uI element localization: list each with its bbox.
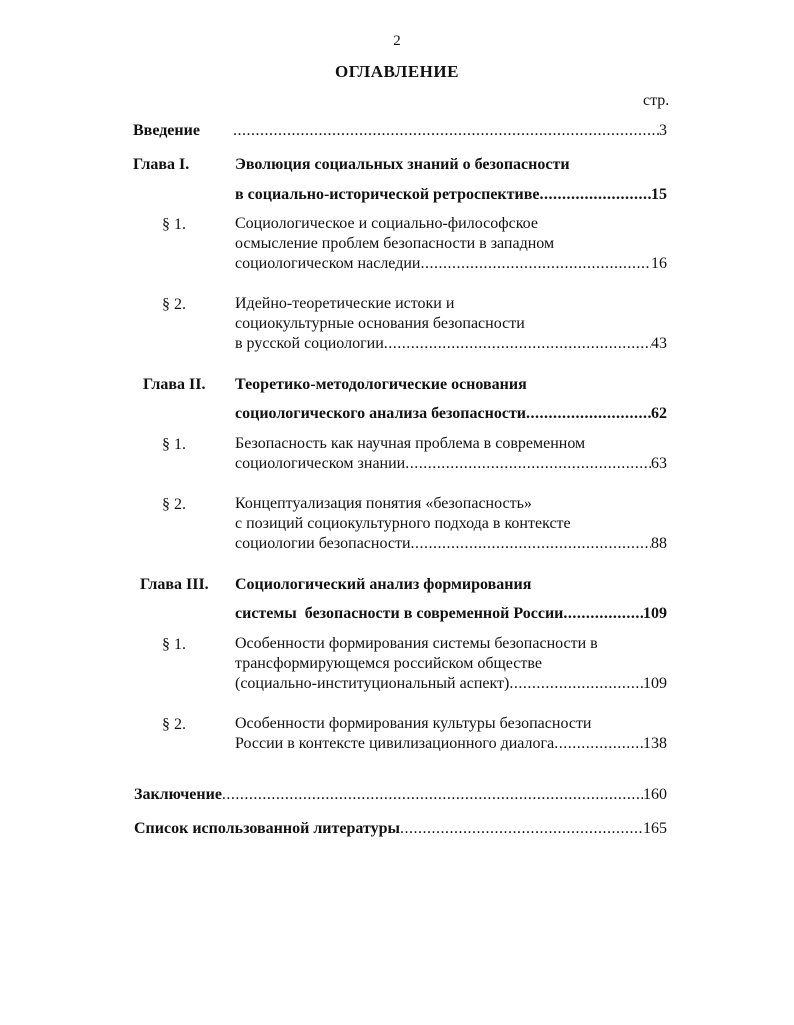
chapter-2-page: 62 (651, 405, 667, 422)
ch2-section-1-label: § 1. (162, 436, 186, 453)
chapter-2-title-line1[interactable]: Теоретико-методологические основания (235, 376, 527, 393)
conclusion-label: Заключение (134, 786, 222, 803)
chapter-1-label: Глава I. (133, 156, 190, 173)
chapter-1-title-line2: в социально-исторической ретроспективе (235, 186, 540, 203)
leader-dots (384, 334, 651, 354)
chapter-2-label: Глава II. (143, 376, 206, 393)
ch1-section-2-label: § 2. (162, 296, 186, 313)
ch1-s2-line2: социокультурные основания безопасности (235, 315, 525, 332)
leader-dots (222, 785, 643, 805)
ch3-s2-line2: России в контексте цивилизационного диалога (235, 735, 555, 752)
leader-dots (563, 604, 643, 624)
ch2-s1-line1: Безопасность как научная проблема в современном (235, 435, 586, 452)
chapter-1-entry[interactable] (235, 185, 667, 205)
chapter-1-title-line1[interactable]: Эволюция социальных знаний о безопасности (235, 156, 570, 173)
conclusion-page: 160 (643, 786, 667, 803)
ch1-s1-line2: осмысление проблем безопасности в западном (235, 235, 555, 252)
chapter-1-page: 15 (651, 186, 667, 203)
ch3-section-1-label: § 1. (162, 636, 186, 653)
intro-entry[interactable] (233, 121, 667, 141)
ch1-s2-line1: Идейно-теоретические истоки и (235, 295, 455, 312)
page-title: ОГЛАВЛЕНИЕ (335, 62, 459, 81)
ch2-s2-line2: с позиций социокультурного подхода в контексте (235, 515, 571, 532)
chapter-3-entry[interactable] (235, 604, 667, 624)
ch1-section-1-label: § 1. (162, 216, 186, 233)
leader-dots (539, 185, 651, 205)
leader-dots (400, 819, 643, 839)
ch2-section-1-entry[interactable] (235, 434, 667, 474)
leader-dots (526, 404, 651, 424)
ch2-s1-line2: социологическом знании (235, 455, 406, 472)
ch1-s1-line1: Социологическое и социально-философское (235, 215, 538, 232)
chapter-2-title-line2: социологического анализа безопасности (235, 405, 527, 422)
ch3-s2-line1: Особенности формирования культуры безопасности (235, 715, 592, 732)
ch2-section-2-entry[interactable] (235, 494, 667, 554)
ch2-s1-page: 63 (651, 455, 667, 472)
ch3-section-1-entry[interactable] (235, 634, 667, 694)
leader-dots (420, 254, 651, 274)
chapter-3-title-line2: системы безопасности в современной России (235, 605, 564, 622)
pages-column-header: стр. (643, 92, 670, 109)
chapter-3-label: Глава III. (140, 576, 209, 593)
ch1-s1-page: 16 (651, 255, 667, 272)
ch3-s1-line1: Особенности формирования системы безопасности в (235, 635, 598, 652)
chapter-2-entry[interactable] (235, 404, 667, 424)
chapter-3-title-line1[interactable]: Социологический анализ формирования (235, 576, 532, 593)
ch1-s2-line3: в русской социологии (235, 335, 384, 352)
intro-label: Введение (133, 122, 200, 139)
ch3-s1-line3: (социально-институциональный аспект) (235, 675, 510, 692)
ch2-s2-line3: социологии безопасности (235, 535, 411, 552)
leader-dots (509, 674, 643, 694)
intro-page: 3 (659, 122, 667, 139)
references-entry[interactable] (134, 819, 667, 839)
ch1-s2-page: 43 (651, 335, 667, 352)
leader-dots (411, 534, 651, 554)
leader-dots (405, 454, 651, 474)
ch1-s1-line3: социологическом наследии (235, 255, 421, 272)
ch2-section-2-label: § 2. (162, 496, 186, 513)
ch3-section-2-entry[interactable] (235, 714, 667, 754)
leader-dots (554, 734, 643, 754)
page-number: 2 (393, 33, 401, 49)
ch1-section-1-entry[interactable] (235, 214, 667, 274)
ch2-s2-page: 88 (651, 535, 667, 552)
leader-dots (233, 121, 659, 141)
ch3-s2-page: 138 (643, 735, 667, 752)
references-page: 165 (643, 820, 667, 837)
ch3-s1-page: 109 (643, 675, 667, 692)
references-label: Список использованной литературы (134, 820, 400, 837)
ch3-section-2-label: § 2. (162, 716, 186, 733)
chapter-3-page: 109 (643, 605, 667, 622)
ch1-section-2-entry[interactable] (235, 294, 667, 354)
ch2-s2-line1: Концептуализация понятия «безопасность» (235, 495, 532, 512)
ch3-s1-line2: трансформирующемся российском обществе (235, 655, 542, 672)
conclusion-entry[interactable] (134, 785, 667, 805)
